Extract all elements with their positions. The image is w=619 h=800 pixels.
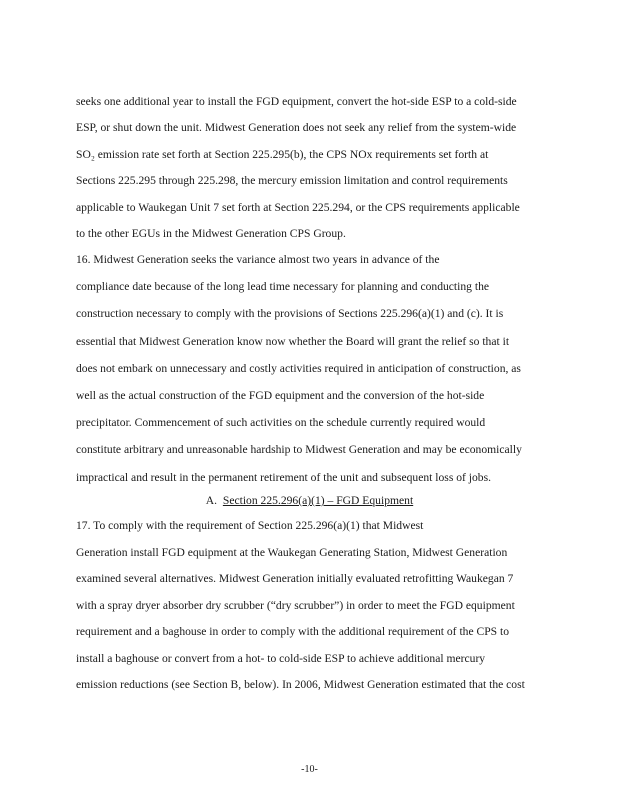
text-line: essential that Midwest Generation know now whether the Board will grant the relief so that it bbox=[76, 334, 510, 348]
section-heading-title: Section 225.296(a)(1) – FGD Equipment bbox=[222, 494, 414, 507]
text-line: examined several alternatives. Midwest Generation initially evaluated retrofitting Waukegan 7 bbox=[76, 572, 514, 585]
text-line: impractical and result in the permanent retirement of the unit and subsequent loss of jobs. bbox=[76, 470, 492, 484]
text-line: SO₂ emission rate set forth at Section 225.295(b), the CPS NOx requirements set forth at bbox=[76, 147, 489, 161]
text-line: 16. Midwest Generation seeks the variance almost two years in advance of the bbox=[76, 253, 440, 266]
text-line: applicable to Waukegan Unit 7 set forth at Section 225.294, or the CPS requirements applicable bbox=[76, 200, 520, 214]
text-line: emission reductions (see Section B, below). In 2006, Midwest Generation estimated that the cost bbox=[76, 678, 525, 691]
text-line: construction necessary to comply with the provisions of Sections 225.296(a)(1) and (c). It is bbox=[76, 307, 504, 321]
text-line: well as the actual construction of the FGD equipment and the conversion of the hot-side bbox=[76, 389, 485, 402]
text-line: install a baghouse or convert from a hot- to cold-side ESP to achieve additional mercury bbox=[76, 651, 486, 665]
text-line: to the other EGUs in the Midwest Generation CPS Group. bbox=[76, 227, 346, 240]
text-line: Sections 225.295 through 225.298, the mercury emission limitation and control requirements bbox=[76, 174, 508, 188]
section-heading-letter: A. bbox=[205, 494, 218, 507]
section-heading bbox=[0, 494, 619, 507]
text-line: seeks one additional year to install the FGD equipment, convert the hot-side ESP to a cold-side bbox=[76, 95, 517, 108]
text-line: requirement and a baghouse in order to comply with the additional requirement of the CPS to bbox=[76, 625, 510, 638]
text-line: ESP, or shut down the unit. Midwest Generation does not seek any relief from the system-wide bbox=[76, 121, 517, 135]
text-line: compliance date because of the long lead time necessary for planning and conducting the bbox=[76, 280, 490, 294]
text-line: does not embark on unnecessary and costly activities required in anticipation of construction, as bbox=[76, 361, 521, 375]
text-line: with a spray dryer absorber dry scrubber (“dry scrubber”) in order to meet the FGD equipment bbox=[76, 598, 515, 612]
text-line: precipitator. Commencement of such activities on the schedule currently required would bbox=[76, 416, 486, 430]
page-number: -10- bbox=[301, 764, 318, 775]
text-line: constitute arbitrary and unreasonable hardship to Midwest Generation and may be economically bbox=[76, 443, 522, 457]
text-line: Generation install FGD equipment at the Waukegan Generating Station, Midwest Generation bbox=[76, 545, 508, 559]
text-line: 17. To comply with the requirement of Section 225.296(a)(1) that Midwest bbox=[76, 519, 424, 532]
